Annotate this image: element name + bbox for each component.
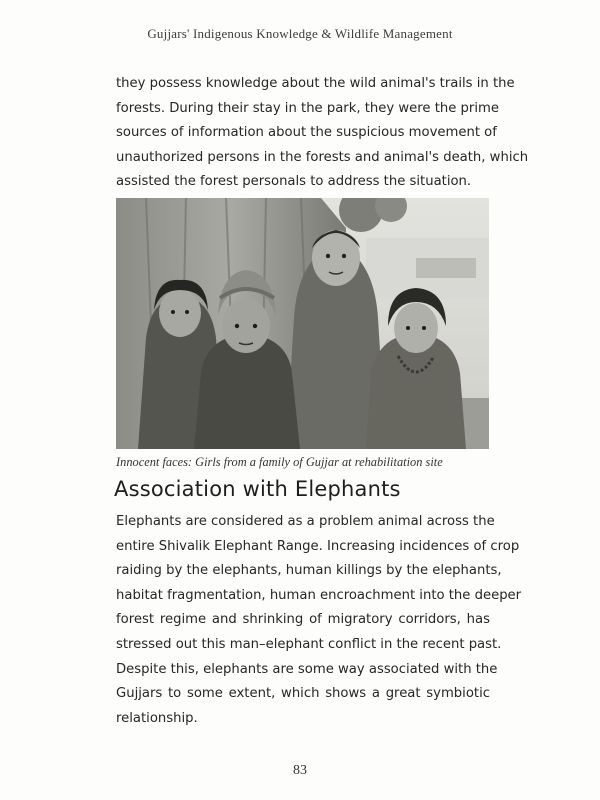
photo-girls-family [116,198,489,449]
paragraph-line: Elephants are considered as a problem animal across the [116,514,495,529]
paragraph-line: they possess knowledge about the wild animal's trails in the [116,76,515,91]
paragraph-line: forests. During their stay in the park, they were the prime [116,100,499,116]
paragraph-line: Gujjars to some extent, which shows a great symbiotic [116,686,490,702]
paragraph-line: stressed out this man–elephant conflict in the recent past. [116,636,502,652]
figure-caption: Innocent faces: Girls from a family of Gujjar at rehabilitation site [116,455,443,469]
paragraph-line: assisted the forest personals to address the situation. [116,174,472,190]
paragraph-line: raiding by the elephants, human killings by the elephants, [116,563,502,579]
intro-paragraph [116,72,529,195]
paragraph-line: habitat fragmentation, human encroachment into the deeper [116,587,522,603]
paragraph-line: unauthorized persons in the forests and animal's death, which [116,149,529,165]
section-heading: Association with Elephants [114,477,401,501]
running-head: Gujjars' Indigenous Knowledge & Wildlife Management [147,26,453,41]
page-number: 83 [293,763,307,778]
paragraph-line: relationship. [116,710,198,726]
paragraph-line: Despite this, elephants are some way associated with the [116,661,498,677]
paragraph-line: forest regime and shrinking of migratory corridors, has [116,612,490,628]
paragraph-line: entire Shivalik Elephant Range. Increasing incidences of crop [116,538,520,554]
section-paragraph [116,510,522,731]
paragraph-line: sources of information about the suspicious movement of [116,125,497,141]
